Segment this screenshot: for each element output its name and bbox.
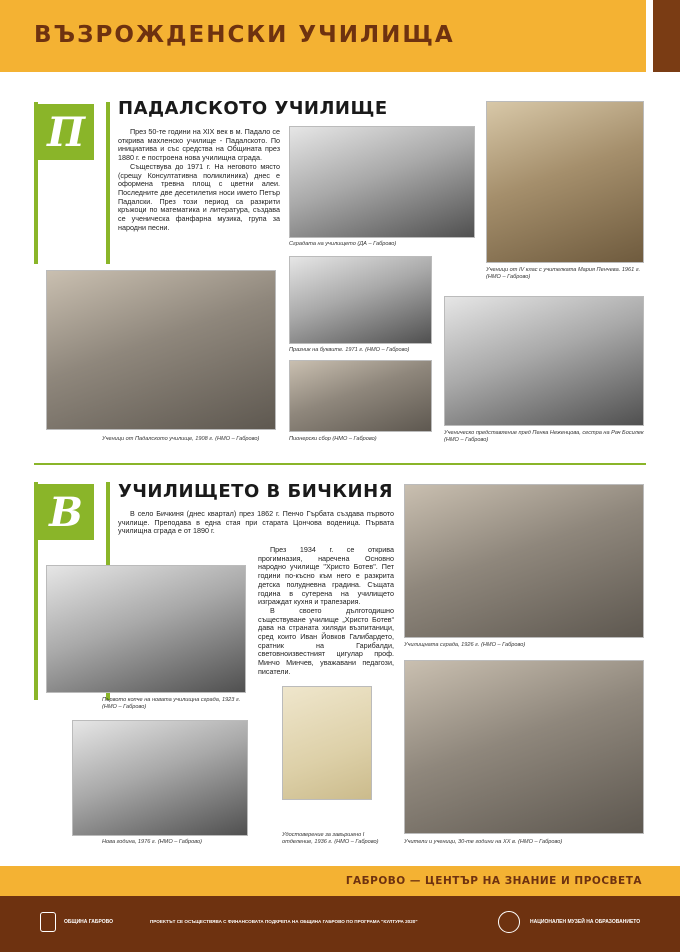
caption-class4: Ученици от IV клас с учителката Мария Пенчева. 1961 г. (НМО – Габрово) <box>486 267 641 280</box>
caption-first-hoe: Първото копче на новата училищна сграда, 1923 г. (НМО – Габрово) <box>102 697 241 710</box>
caption-letters-day: Празник на буквите. 1971 г. (НМО – Габрово) <box>289 347 410 353</box>
section2-text-bottom <box>258 546 394 677</box>
caption-new-year: Нова година, 1976 г. (НМО – Габрово) <box>102 839 203 845</box>
photo-students-1908 <box>46 270 276 430</box>
header-accent <box>653 0 680 72</box>
caption-school-building: Сградата на училището (ДА – Габрово) <box>289 241 397 247</box>
museum-seal-icon <box>498 911 520 933</box>
section2-paragraph: В своето дълготодишно съществуване училище „Христо Ботев“ дава на страната хиляди възпитаници, сред които Иван Йовков Галибардето, сратник на Гарибалди, световноизвестният цигулар проф. Минчо Минчев, уважавани педагози, писатели. <box>258 605 394 676</box>
section2-initial-icon: В <box>38 484 94 540</box>
section1-paragraph: Съществува до 1971 г. На неговото място (срещу Консултативна поликлиника) днес е оформена тревна площ с цветни алеи. Последните две десетилетия носи името Петър Падалски. През този период са разкрити кръжоци по математика и литература, създава се ученическа фанфарна музика, група за народни песни. <box>118 161 280 232</box>
section2-paragraph: В село Бичкиня (днес квартал) през 1862 г. Пенчо Гърбата създава първото училище. Преподава в една стая при старата Цончова воденица. Първата училищна сграда е от 1890 г. <box>118 509 394 536</box>
section1-initial-icon: П <box>38 104 94 160</box>
municipality-crest-icon <box>40 912 56 932</box>
footer-museum: НАЦИОНАЛЕН МУЗЕЙ НА ОБРАЗОВАНИЕТО <box>530 919 641 925</box>
photo-building-1926 <box>404 484 644 638</box>
photo-pioneer-gathering <box>289 360 432 432</box>
footer-municipality: ОБЩИНА ГАБРОВО <box>64 919 114 925</box>
caption-students-1908: Ученици от Падалското училище, 1908 г. (НМО – Габрово) <box>102 436 260 442</box>
photo-certificate <box>282 686 372 800</box>
photo-school-building <box>289 126 475 238</box>
section1-paragraph: През 50-те години на XIX век в м. Падало се открива махленско училище - Падалското. По инициатива и със средства на Общината през 1880 г. е построена нова училищна сграда. <box>118 127 280 163</box>
caption-building-1926: Училищната сграда, 1926 г. (НМО – Габрово) <box>404 642 526 648</box>
section2-text-top <box>118 510 394 536</box>
section1-title: ПАДАЛСКОТО УЧИЛИЩЕ <box>118 98 388 119</box>
caption-certificate: Удостоверение за завършено I отделение, 1936 г. (НМО – Габрово) <box>282 832 379 845</box>
photo-first-hoe <box>46 565 246 693</box>
slogan-text: ГАБРОВО — ЦЕНТЪР НА ЗНАНИЕ И ПРОСВЕТА <box>345 875 642 887</box>
section2-title: УЧИЛИЩЕТО В БИЧКИНЯ <box>118 481 394 502</box>
caption-pioneer-gathering: Пионерски сбор (НМО – Габрово) <box>289 436 377 442</box>
caption-performance: Ученическо представление пред Пенка Неженцова, сестра на Рач Босилек (НМО – Габрово) <box>444 430 644 443</box>
photo-class4 <box>486 101 644 263</box>
photo-letters-day <box>289 256 432 344</box>
section-divider <box>34 463 646 465</box>
page-title: ВЪЗРОЖДЕНСКИ УЧИЛИЩА <box>34 22 455 48</box>
photo-new-year <box>72 720 248 836</box>
caption-teachers-students: Учители и ученици, 30-те години на XX в. (НМО – Габрово) <box>404 839 563 845</box>
section1-text <box>118 128 280 232</box>
section2-paragraph: През 1934 г. се открива прогимназия, наречена Основно народно училище "Христо Ботев". Пет години по-късно към него е разкрита детска полудневна градина. Същата година в сутерена на училището изграждат кухня и трапезария. <box>258 545 394 607</box>
footer-project: ПРОЕКТЪТ СЕ ОСЪЩЕСТВЯВА С ФИНАНСОВАТА ПОДКРЕПА НА ОБЩИНА ГАБРОВО ПО ПРОГРАМА "КУЛТУРА 2020" <box>150 919 418 924</box>
photo-teachers-students <box>404 660 644 834</box>
photo-performance <box>444 296 644 426</box>
